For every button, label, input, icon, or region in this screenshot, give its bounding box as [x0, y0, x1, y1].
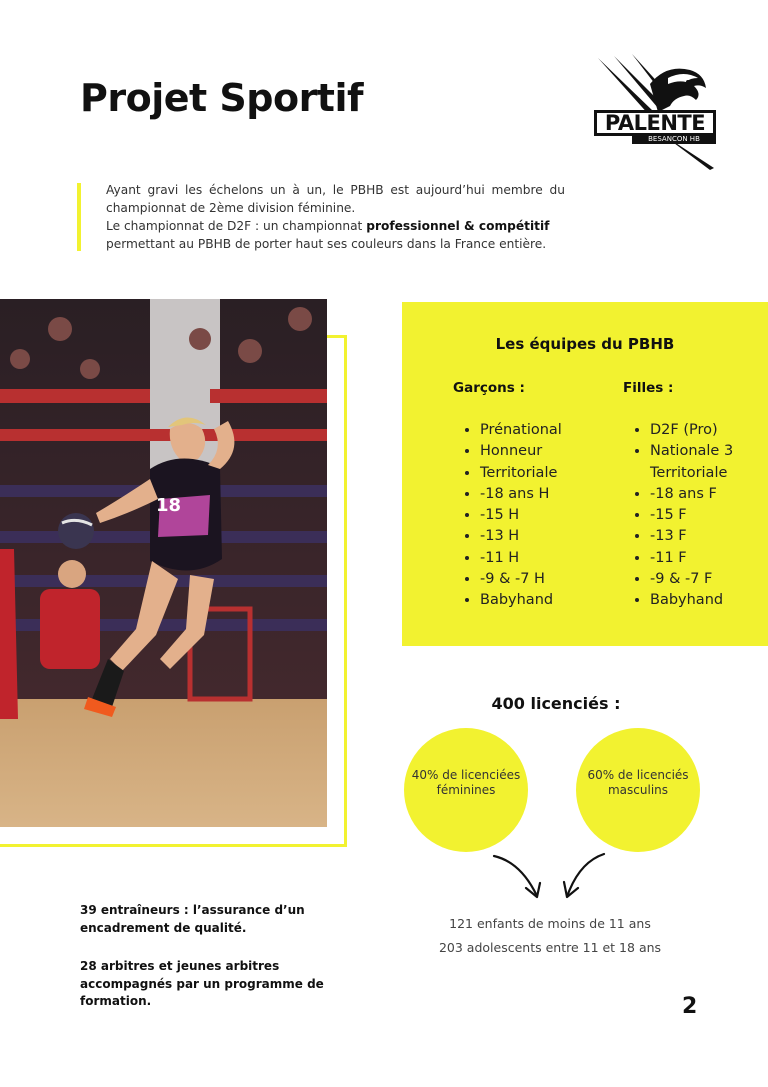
handball-player-photo: [0, 299, 327, 827]
list-item: • Nationale 3 Territoriale: [650, 441, 768, 484]
female-share-text: 40% de licenciées féminines: [411, 768, 521, 797]
palente-logo: [592, 54, 720, 172]
list-item: • Honneur: [480, 441, 620, 462]
list-item: • -11 H: [480, 548, 620, 569]
female-share-circle: [404, 728, 528, 852]
intro-line-2-suffix: permettant au PBHB de porter haut ses couleurs dans la France entière.: [106, 237, 547, 251]
intro-line-2-prefix: Le championnat de D2F : un championnat: [106, 219, 367, 233]
stat-children: 121 enfants de moins de 11 ans: [449, 916, 651, 931]
list-item: • -18 ans H: [480, 484, 620, 505]
arrows-icon: [480, 850, 620, 906]
intro-line-2-bold: professionnel & compétitif: [366, 219, 550, 233]
girls-team-list: [624, 420, 768, 612]
stat-teens: 203 adolescents entre 11 et 18 ans: [438, 940, 662, 955]
coaches-info: 39 entraîneurs : l’assurance d’un encadrement de qualité.: [80, 903, 305, 935]
list-item: • Babyhand: [650, 590, 768, 611]
list-item: • -9 & -7 H: [480, 569, 620, 590]
intro-line-2: [106, 217, 565, 253]
page-number: 2: [682, 994, 698, 1019]
intro-line-1: Ayant gravi les échelons un à un, le PBHB est aujourd’hui membre du championnat de 2ème division féminine.: [106, 183, 565, 215]
teams-title: Les équipes du PBHB: [495, 335, 675, 353]
girls-heading: Filles :: [623, 380, 674, 396]
list-item: • -11 F: [650, 548, 768, 569]
list-item: • -18 ans F: [650, 484, 768, 505]
referees-info: 28 arbitres et jeunes arbitres accompagnés par un programme de formation.: [80, 959, 324, 1008]
male-share-circle: [576, 728, 700, 852]
list-item: • Territoriale: [480, 463, 620, 484]
list-item: • Babyhand: [480, 590, 620, 611]
licencies-title: 400 licenciés :: [491, 694, 621, 713]
list-item: • D2F (Pro): [650, 420, 768, 441]
logo-subtext: BESANCON HB: [648, 135, 700, 143]
boys-heading: Garçons :: [453, 380, 525, 396]
list-item: • -15 F: [650, 505, 768, 526]
page-title: Projet Sportif: [80, 76, 364, 120]
svg-text:18: 18: [156, 495, 182, 516]
list-item: • -13 F: [650, 526, 768, 547]
list-item: • -13 H: [480, 526, 620, 547]
photo-image: [0, 299, 327, 827]
list-item: • Prénational: [480, 420, 620, 441]
boys-team-list: [454, 420, 620, 612]
teams-panel: [402, 302, 768, 646]
list-item: • -9 & -7 F: [650, 569, 768, 590]
intro-accent-bar: [77, 183, 81, 251]
male-share-text: 60% de licenciés masculins: [587, 768, 689, 797]
logo-text: PALENTE: [604, 111, 706, 135]
intro-paragraph: [106, 181, 565, 253]
list-item: • -15 H: [480, 505, 620, 526]
